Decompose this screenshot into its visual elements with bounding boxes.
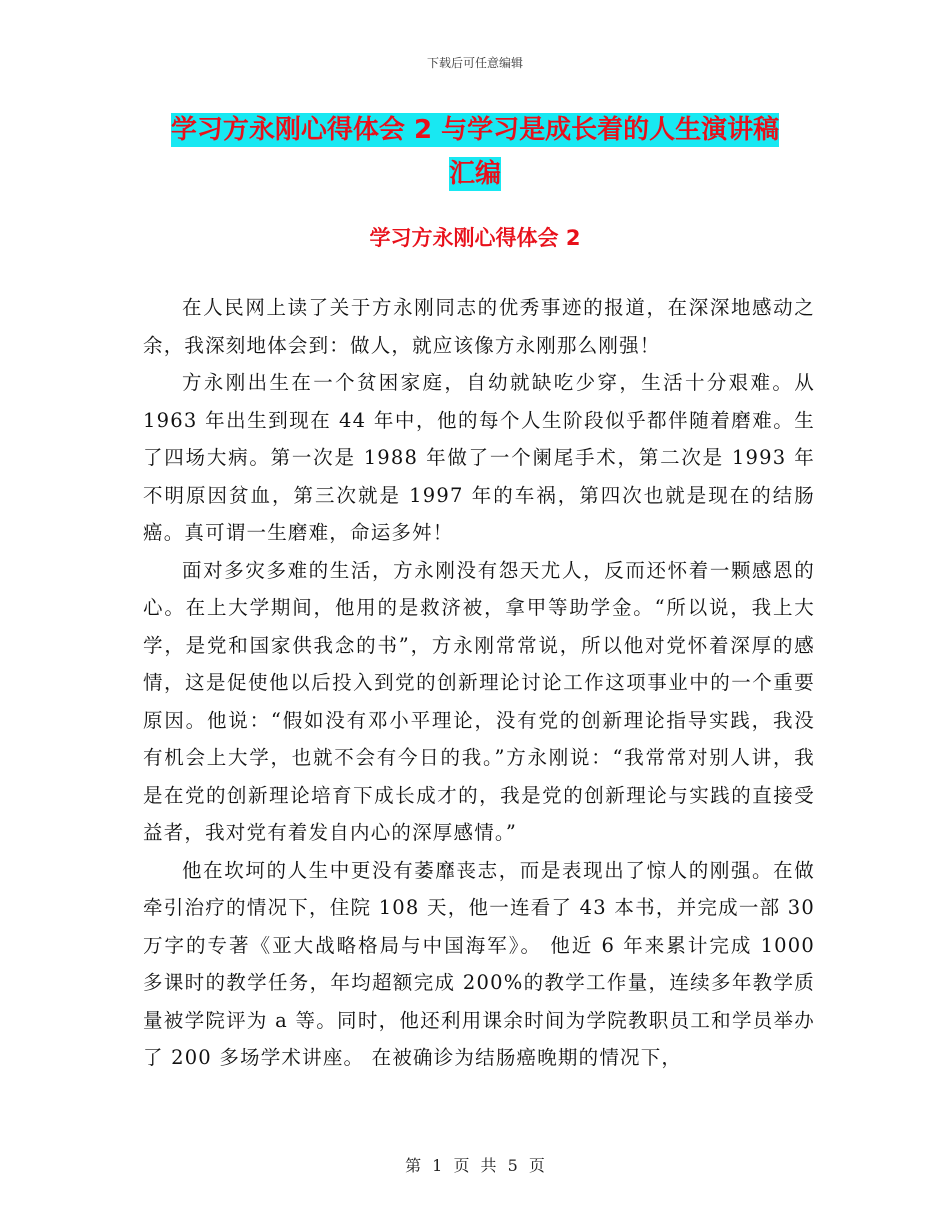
body-text — [143, 289, 815, 1077]
paragraph: 方永刚出生在一个贫困家庭，自幼就缺吃少穿，生活十分艰难。从 1963 年出生到现在 44 年中，他的每个人生阶段似乎都伴随着磨难。生了四场大病。第一次是 1988 年做了一个阑尾手术，第二次是 1993 年不明原因贫血，第三次就是 1997 年的车祸，第四次也就是现在的结肠癌。真可谓一生磨难，命运多舛！ — [143, 371, 815, 544]
paragraph: 在人民网上读了关于方永刚同志的优秀事迹的报道，在深深地感动之余，我深刻地体会到：做人，就应该像方永刚那么刚强！ — [143, 296, 815, 357]
page-footer: 第 1 页 共 5 页 — [405, 1156, 545, 1175]
main-title-line-2 — [0, 152, 950, 196]
main-title-text-1: 学习方永刚心得体会 2 与学习是成长着的人生演讲稿 — [170, 115, 780, 145]
section-title: 学习方永刚心得体会 2 — [369, 226, 581, 250]
paragraph: 他在坎坷的人生中更没有萎靡丧志，而是表现出了惊人的刚强。在做牵引治疗的情况下，住院 108 天，他一连看了 43 本书，并完成一部 30 万字的专著《亚大战略格局与中国海军》。 他近 6 年来累计完成 1000 多课时的教学任务，年均超额完成 200%的教学工作量，连续多年教学质量被学院评为 a 等。同时，他还利用课余时间为学院教职员工和学员举办了 200 多场学术讲座。 在被确诊为结肠癌晚期的情况下， — [143, 858, 815, 1069]
paragraph: 面对多灾多难的生活，方永刚没有怨天尤人，反而还怀着一颗感恩的心。在上大学期间，他用的是救济被，拿甲等助学金。“所以说，我上大学，是党和国家供我念的书”，方永刚常常说，所以他对党怀着深厚的感情，这是促使他以后投入到党的创新理论讨论工作这项事业中的一个重要原因。他说：“假如没有邓小平理论，没有党的创新理论指导实践，我没有机会上大学，也就不会有今日的我。”方永刚说：“我常常对别人讲，我是在党的创新理论培育下成长成才的，我是党的创新理论与实践的直接受益者，我对党有着发自内心的深厚感情。” — [143, 558, 815, 844]
main-title-line-1 — [0, 108, 950, 152]
main-title-text-2: 汇编 — [448, 159, 501, 189]
header-note: 下载后可任意编辑 — [426, 56, 523, 70]
